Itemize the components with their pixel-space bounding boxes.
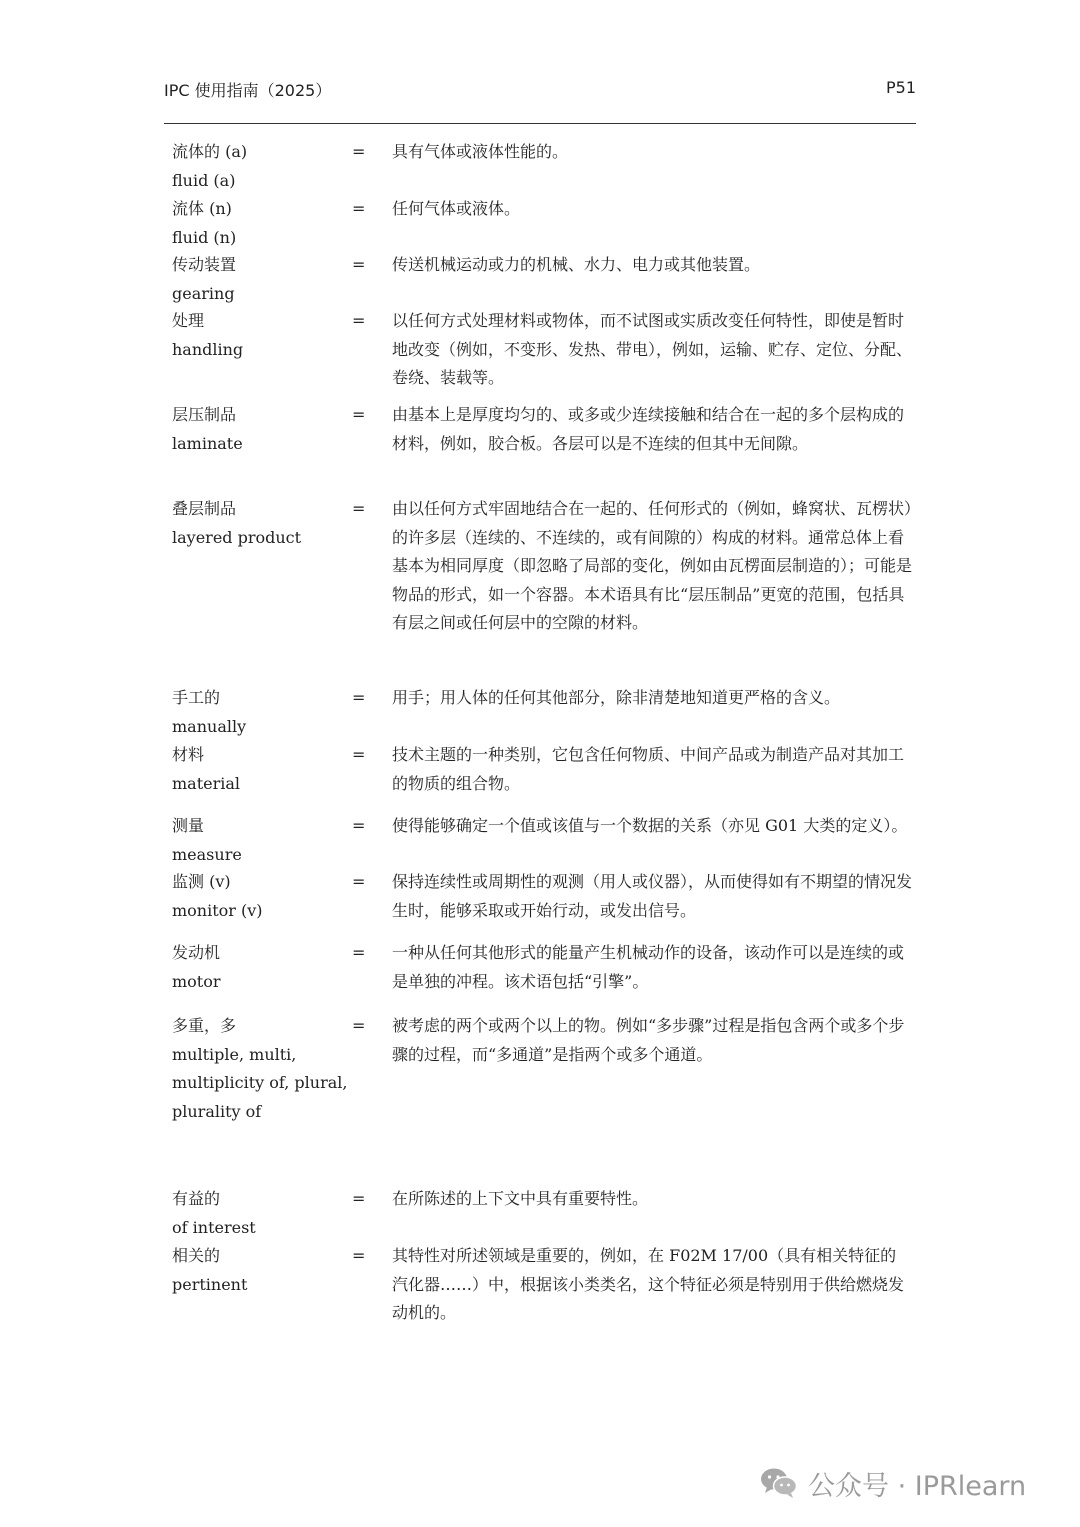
term [172, 1012, 352, 1126]
page-number: P51 [885, 78, 916, 97]
equals-sign: = [352, 688, 366, 707]
term [172, 251, 352, 308]
term-line: plurality of [172, 1101, 262, 1121]
definition: 以任何方式处理材料或物体，而不试图或实质改变任何特性，即使是暂时地改变（例如，不变形、发热、带电），例如，运输、贮存、定位、分配、卷绕、装载等。 [392, 311, 913, 387]
header-divider [164, 123, 916, 124]
term-line: layered product [172, 527, 302, 547]
term [172, 741, 352, 798]
definition: 在所陈述的上下文中具有重要特性。 [392, 1189, 649, 1208]
term-line: manually [172, 716, 247, 736]
term [172, 1242, 352, 1299]
term-line: material [172, 773, 241, 793]
term [172, 812, 352, 869]
term-line: multiple, multi, [172, 1044, 297, 1064]
equals-sign: = [352, 1016, 366, 1035]
term [172, 868, 352, 925]
definition: 使得能够确定一个值或该值与一个数据的关系（亦见 G01 大类的定义）。 [392, 816, 908, 835]
term-line: 手工的 [172, 688, 221, 707]
equals-sign: = [352, 311, 366, 330]
term-line: 测量 [172, 816, 205, 835]
term-line: 有益的 [172, 1189, 221, 1208]
term-line: 层压制品 [172, 405, 237, 424]
term-line: motor [172, 971, 221, 991]
term-line: monitor (v) [172, 900, 263, 920]
definition: 用手；用人体的任何其他部分，除非清楚地知道更严格的含义。 [392, 688, 841, 707]
term-line: fluid (n) [172, 227, 237, 247]
equals-sign: = [352, 142, 366, 161]
term-line: 多重，多 [172, 1016, 237, 1035]
term-line: measure [172, 844, 242, 864]
term [172, 1185, 352, 1242]
definition: 由基本上是厚度均匀的、或多或少连续接触和结合在一起的多个层构成的材料，例如，胶合板。各层可以是不连续的但其中无间隙。 [392, 405, 905, 453]
term [172, 307, 352, 364]
term-line: 发动机 [172, 943, 221, 962]
term [172, 684, 352, 741]
term [172, 495, 352, 552]
page-header [164, 78, 916, 102]
definition: 由以任何方式牢固地结合在一起的、任何形式的（例如，蜂窝状、瓦楞状）的许多层（连续的、不连续的，或有间隙的）构成的材料。通常总体上看基本为相同厚度（即忽略了局部的变化，例如由瓦楞面层制造的）；可能是物品的形式，如一个容器。本术语具有比“层压制品”更宽的范围，包括具有层之间或任何层中的空隙的材料。 [392, 499, 913, 632]
equals-sign: = [352, 499, 366, 518]
term-line: 传动装置 [172, 255, 237, 274]
term-line: multiplicity of, plural, [172, 1073, 348, 1092]
equals-sign: = [352, 255, 366, 274]
term-line: 流体的 (a) [172, 142, 248, 161]
equals-sign: = [352, 405, 366, 424]
term-line: laminate [172, 433, 243, 453]
document-title: IPC 使用指南（2025） [164, 81, 332, 100]
term-line: pertinent [172, 1274, 248, 1294]
definition: 技术主题的一种类别，它包含任何物质、中间产品或为制造产品对其加工的物质的组合物。 [392, 745, 905, 793]
term [172, 195, 352, 252]
wechat-icon [760, 1467, 798, 1499]
definition: 任何气体或液体。 [392, 199, 521, 218]
definition: 一种从任何其他形式的能量产生机械动作的设备，该动作可以是连续的或是单独的冲程。该术语包括“引擎”。 [392, 943, 905, 991]
equals-sign: = [352, 943, 366, 962]
equals-sign: = [352, 199, 366, 218]
definition: 具有气体或液体性能的。 [392, 142, 569, 161]
equals-sign: = [352, 816, 366, 835]
equals-sign: = [352, 1189, 366, 1208]
term-line: of interest [172, 1217, 256, 1237]
term-line: 相关的 [172, 1246, 221, 1265]
term-line: 叠层制品 [172, 499, 237, 518]
term [172, 401, 352, 458]
definition: 其特性对所述领域是重要的，例如，在 F02M 17/00（具有相关特征的汽化器……）中，根据该小类类名，这个特征必须是特别用于供给燃烧发动机的。 [392, 1246, 905, 1322]
term-line: 处理 [172, 311, 205, 330]
term [172, 939, 352, 996]
definition: 被考虑的两个或两个以上的物。例如“多步骤”过程是指包含两个或多个步骤的过程，而“多通道”是指两个或多个通道。 [392, 1016, 905, 1064]
term-line: handling [172, 339, 244, 359]
term-line: 流体 (n) [172, 199, 232, 218]
equals-sign: = [352, 872, 366, 891]
watermark [760, 1463, 1026, 1503]
equals-sign: = [352, 745, 366, 764]
term-line: fluid (a) [172, 170, 236, 190]
term [172, 138, 352, 195]
definition: 传送机械运动或力的机械、水力、电力或其他装置。 [392, 255, 761, 274]
term-line: 材料 [172, 745, 205, 764]
term-line: gearing [172, 283, 235, 303]
definition: 保持连续性或周期性的观测（用人或仪器），从而使得如有不期望的情况发生时，能够采取或开始行动，或发出信号。 [392, 872, 913, 920]
equals-sign: = [352, 1246, 366, 1265]
term-line: 监测 (v) [172, 872, 231, 891]
watermark-text: 公众号 · IPRlearn [808, 1470, 1027, 1502]
